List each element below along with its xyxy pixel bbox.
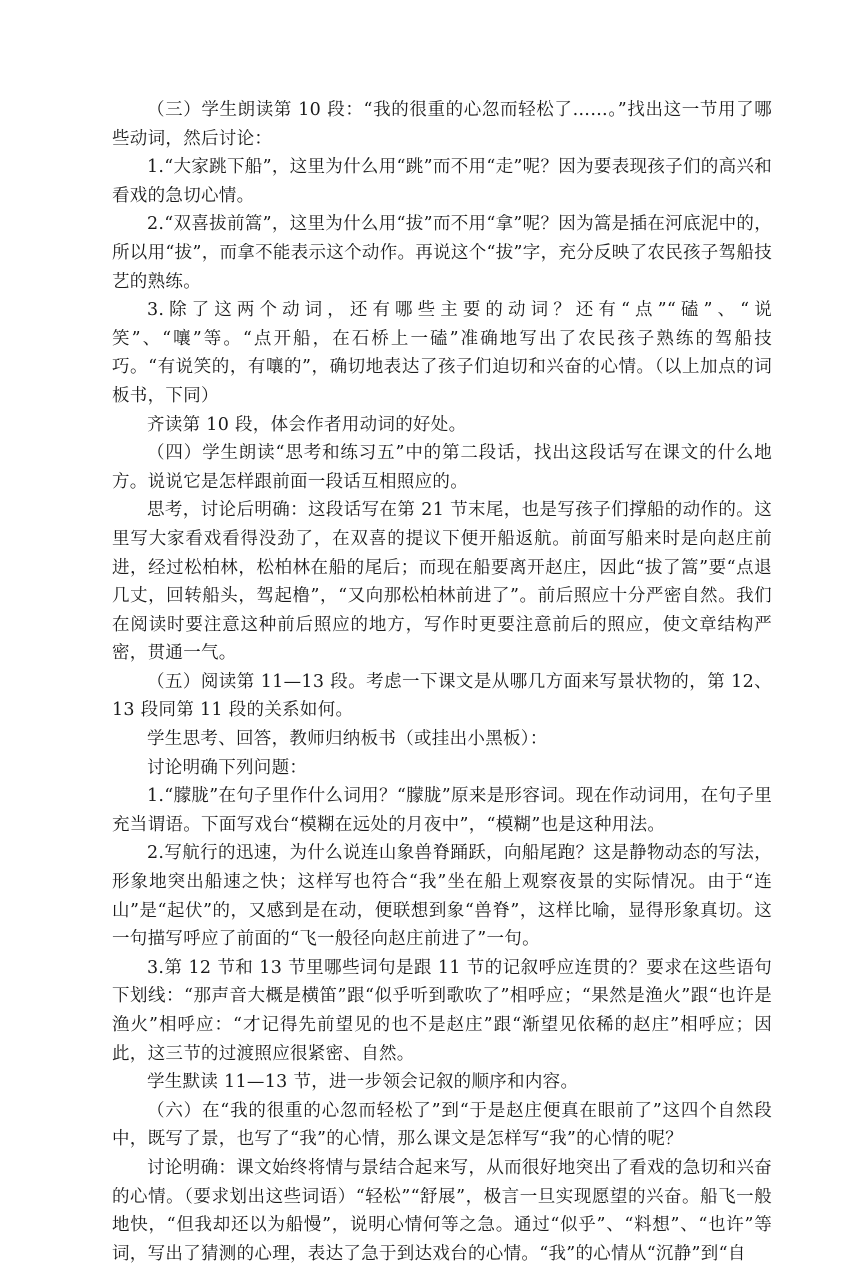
paragraph-section-5-intro: （五）阅读第 11—13 段。考虑一下课文是从哪几方面来写景状物的，第 12、13 段同第 11 段的关系如何。 — [112, 671, 772, 721]
paragraph-point-3-echo: 3.第 12 节和 13 节里哪些词句是跟 11 节的记叙呼应连贯的？要求在这些语句下划线：“那声音大概是横笛”跟“似乎听到歌吹了”相呼应；“果然是渔火”跟“也许是渔火”相呼应：“才记得先前望见的也不是赵庄”跟“渐望见依稀的赵庄”相呼应；因此，这三节的过渡照应很紧密、自然。 — [112, 957, 772, 1064]
paragraph-discussion-section-4: 思考，讨论后明确：这段话写在第 21 节末尾，也是写孩子们撑船的动作的。这里写大家看戏看得没劲了，在双喜的提议下便开船返航。前面写船来时是向赵庄前进，经过松柏林，松柏林在船的尾后；而现在船要离开赵庄，因此“拔了篙”要“点退几丈，回转船头，驾起橹”，“又向那松柏林前进了”。前后照应十分严密自然。我们在阅读时要注意这种前后照应的地方，写作时更要注意前后的照应，使文章结构严密，贯通一气。 — [112, 500, 772, 664]
paragraph-point-1-menglong: 1.“朦胧”在句子里作什么词用？“朦胧”原来是形容词。现在作动词用，在句子里充当谓语。下面写戏台“模糊在远处的月夜中”，“模糊”也是这种用法。 — [112, 786, 772, 835]
paragraph-item-1-jump: 1.“大家跳下船”，这里为什么用“跳”而不用“走”呢？因为要表现孩子们的高兴和看戏的急切心情。 — [112, 157, 772, 206]
paragraph-students-answer: 学生思考、回答，教师归纳板书（或挂出小黑板）： — [147, 729, 548, 750]
paragraph-section-3-intro: （三）学生朗读第 10 段：“我的很重的心忽而轻松了……。”找出这一节用了哪些动词，然后讨论： — [112, 100, 772, 149]
paragraph-section-6-intro: （六）在“我的很重的心忽而轻松了”到“于是赵庄便真在眼前了”这四个自然段中，既写了景，也写了“我”的心情，那么课文是怎样写“我”的心情的呢？ — [112, 1100, 772, 1150]
document-page — [112, 96, 772, 1268]
paragraph-point-2-mountains: 2.写航行的迅速，为什么说连山象兽脊踊跃，向船尾跑？这是静物动态的写法，形象地突出船速之快；这样写也符合“我”坐在船上观察夜景的实际情况。由于“连山”是“起伏”的，又感到是在动，便联想到象“兽脊”，这样比喻，显得形象真切。这一句描写呼应了前面的“飞一般径向赵庄前进了”一句。 — [112, 843, 772, 950]
paragraph-item-3-verbs: 3.除了这两个动词，还有哪些主要的动词？还有“点”“磕”、“说笑”、“嚷”等。“点开船，在石桥上一磕”准确地写出了农民孩子熟练的驾船技巧。“有说笑的，有嚷的”，确切地表达了孩子们迫切和兴奋的心情。（以上加点的词板书，下同） — [112, 300, 772, 406]
paragraph-silent-reading: 学生默读 11—13 节，进一步领会记叙的顺序和内容。 — [147, 1072, 579, 1093]
paragraph-discussion-section-6: 讨论明确：课文始终将情与景结合起来写，从而很好地突出了看戏的急切和兴奋的心情。（要求划出这些词语）“轻松”“舒展”，极言一旦实现愿望的兴奋。船飞一般地快，“但我却还以为船慢”，说明心情何等之急。通过“似乎”、“料想”、“也许”等词，写出了猜测的心理，表达了急于到达戏台的心情。“我”的心情从“沉静”到“自 — [112, 1157, 772, 1264]
paragraph-read-aloud: 齐读第 10 段，体会作者用动词的好处。 — [147, 414, 467, 435]
paragraph-section-4-intro: （四）学生朗读“思考和练习五”中的第二段话，找出这段话写在课文的什么地方。说说它是怎样跟前面一段话互相照应的。 — [112, 443, 772, 492]
paragraph-discussion-header: 讨论明确下列问题： — [147, 757, 308, 778]
paragraph-item-2-pull: 2.“双喜拔前篙”，这里为什么用“拔”而不用“拿”呢？因为篙是插在河底泥中的，所以用“拔”，而拿不能表示这个动作。再说这个“拔”字，充分反映了农民孩子驾船技艺的熟练。 — [112, 214, 772, 292]
